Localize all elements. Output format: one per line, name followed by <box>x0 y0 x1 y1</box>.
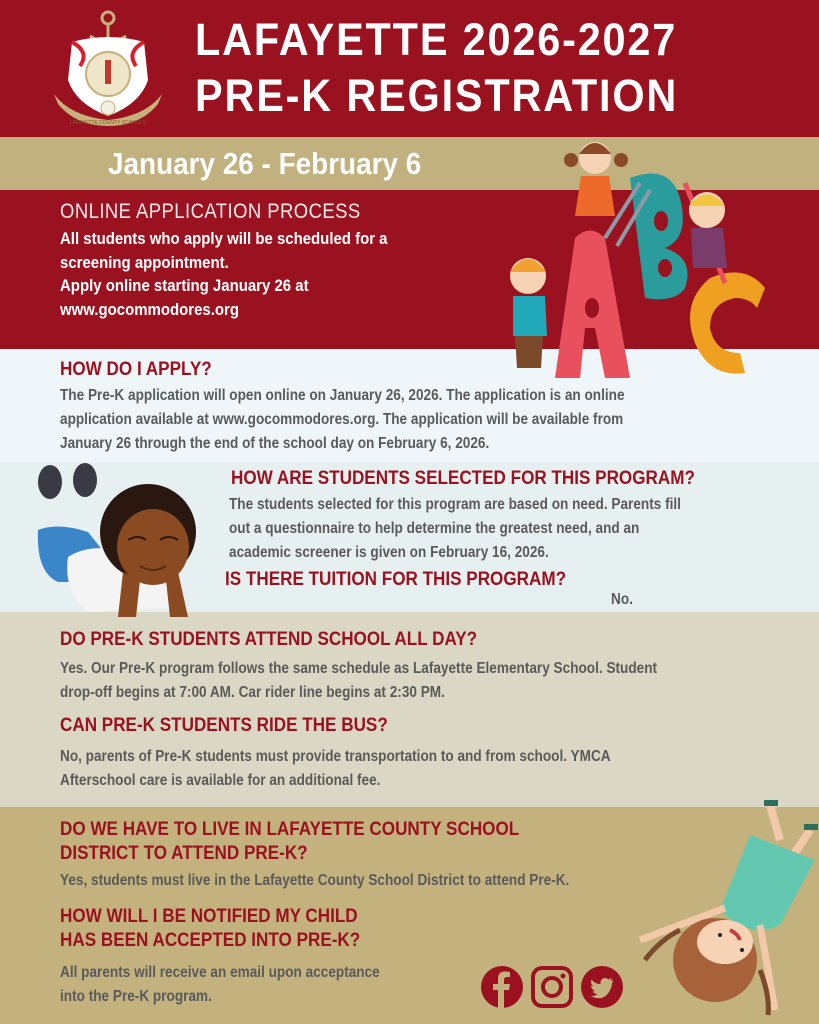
online-application-heading: ONLINE APPLICATION PROCESS <box>60 200 361 223</box>
faq-answer-selection: The students selected for this program are based on need. Parents fill out a questionnaire to help determine the greatest need, and an academic screener is given on February 16, 2026. <box>229 496 681 561</box>
faq-answer-how-to-apply: The Pre-K application will open online on January 26, 2026. The application is an online application available at www.gocommodores.org. The application will be available from January 26 through the end of the school day on February 6, 2026. <box>60 387 625 452</box>
twitter-icon[interactable] <box>581 966 623 1008</box>
faq-answer-tuition: No. <box>611 591 633 608</box>
boy-lying-illustration <box>28 462 208 622</box>
kids-abc-illustration <box>495 128 785 383</box>
social-links <box>481 966 623 1008</box>
page-title <box>195 12 678 124</box>
girl-upside-down-illustration <box>620 800 819 1024</box>
facebook-icon[interactable] <box>481 966 523 1008</box>
svg-text:LAFAYETTE COUNTY SCHOOLS: LAFAYETTE COUNTY SCHOOLS <box>69 120 147 126</box>
faq-answer-notification: All parents will receive an email upon acceptance into the Pre-K program. <box>60 964 380 1005</box>
faq-question-how-to-apply: HOW DO I APPLY? <box>60 359 212 380</box>
title-line-2: PRE-K REGISTRATION <box>195 70 679 121</box>
faq-answer-all-day: Yes. Our Pre-K program follows the same schedule as Lafayette Elementary School. Student drop-off begins at 7:00 AM. Car rider line begins at 2:30 PM. <box>60 660 658 701</box>
faq-question-tuition: IS THERE TUITION FOR THIS PROGRAM? <box>225 569 567 590</box>
faq-question-all-day: DO PRE-K STUDENTS ATTEND SCHOOL ALL DAY? <box>60 629 478 650</box>
faq-question-selection: HOW ARE STUDENTS SELECTED FOR THIS PROGRAM? <box>231 468 695 489</box>
online-application-text: All students who apply will be scheduled for a screening appointment. Apply online starting January 26 at www.gocommodores.org <box>60 227 456 321</box>
faq-question-bus: CAN PRE-K STUDENTS RIDE THE BUS? <box>60 715 388 736</box>
website-link[interactable]: www.gocommodores.org <box>60 299 239 319</box>
school-crest-logo <box>50 8 166 130</box>
title-line-1: LAFAYETTE 2026-2027 <box>195 14 678 65</box>
instagram-icon[interactable] <box>531 966 573 1008</box>
faq-question-notification: HOW WILL I BE NOTIFIED MY CHILD HAS BEEN ACCEPTED INTO PRE-K? <box>60 906 361 951</box>
faq-answer-residency: Yes, students must live in the Lafayette County School District to attend Pre-K. <box>60 872 570 889</box>
faq-answer-bus: No, parents of Pre-K students must provide transportation to and from school. YMCA Afterschool care is available for an additional fee. <box>60 748 611 789</box>
registration-date-range: January 26 - February 6 <box>108 146 422 181</box>
faq-question-residency: DO WE HAVE TO LIVE IN LAFAYETTE COUNTY SCHOOL DISTRICT TO ATTEND PRE-K? <box>60 819 520 864</box>
